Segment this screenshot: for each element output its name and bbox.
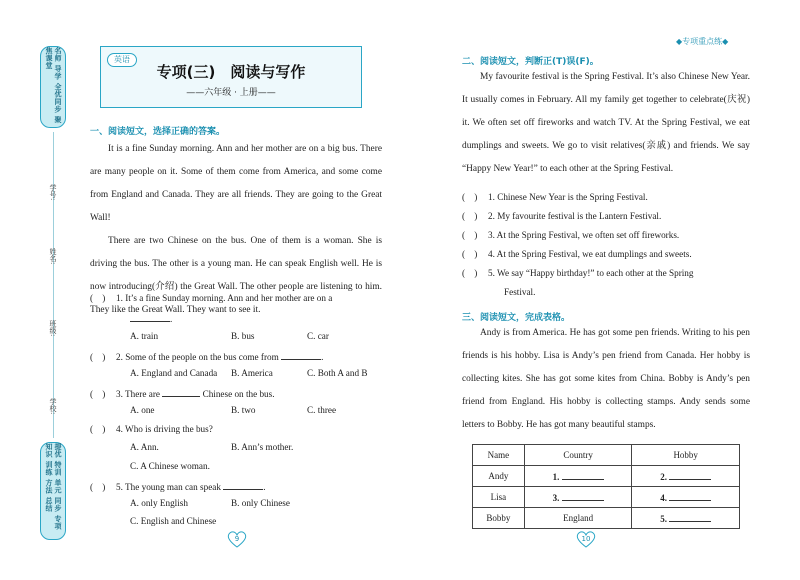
tf-question-5: ( ) 5. We say “Happy birthday!” to each other at the Spring (462, 268, 694, 278)
answer-paren[interactable]: ( ) (462, 249, 478, 259)
option-a[interactable]: A. only English (130, 498, 188, 508)
question-text: 1. It’s a fine Sunday morning. Ann and her mother are on a (116, 293, 333, 303)
hobby-table (472, 444, 740, 529)
answer-paren[interactable]: ( ) (90, 482, 106, 492)
answer-paren[interactable]: ( ) (462, 192, 478, 202)
question-5: ( ) 5. The young man can speak . (90, 482, 266, 492)
field-class: 班级: (49, 320, 57, 337)
field-student-id: 学号: (49, 184, 57, 201)
cell-name: Bobby (473, 508, 525, 529)
passage-3 (462, 322, 750, 437)
tf-question-3: ( ) 3. At the Spring Festival, we often set off fireworks. (462, 230, 680, 240)
option-c[interactable]: C. English and Chinese (130, 516, 217, 526)
answer-blank[interactable] (223, 480, 263, 490)
question-text: 3. There are (116, 389, 160, 399)
strip-top-banner (40, 46, 66, 128)
page-number-left: 9 (226, 529, 248, 549)
cell-country[interactable]: 1. (524, 466, 632, 487)
table-header-row (473, 445, 740, 466)
answer-paren[interactable]: ( ) (90, 424, 106, 434)
cell-name: Andy (473, 466, 525, 487)
cell-country: England (524, 508, 632, 529)
option-c[interactable]: C. A Chinese woman. (130, 461, 210, 471)
section-2-heading: 二、阅读短文，判断正(T)误(F)。 (462, 57, 599, 67)
page-subtitle: ——六年级 · 上册—— (186, 88, 276, 98)
answer-paren[interactable]: ( ) (90, 389, 106, 399)
title-box (100, 46, 362, 108)
section-3-heading: 三、阅读短文，完成表格。 (462, 313, 571, 323)
option-a[interactable]: A. one (130, 405, 155, 415)
option-a[interactable]: A. Ann. (130, 442, 159, 452)
table-row (473, 466, 740, 487)
tf-question-1: ( ) 1. Chinese New Year is the Spring Festival. (462, 192, 648, 202)
page-title: 专项(三) 阅读与写作 (156, 63, 306, 81)
passage-1-paragraph: There are two Chinese on the bus. One of them is a woman. She is driving the bus. The other is a young man. He can speak English well. He is now introducing(介绍) the Great Wall. The other people are listening to him. They like the Great Wall. They want to see it. (90, 236, 382, 315)
section-1-heading: 一、阅读短文，选择正确的答案。 (90, 127, 226, 137)
cell-hobby[interactable]: 2. (632, 466, 740, 487)
strip-divider (53, 132, 54, 438)
answer-paren[interactable]: ( ) (90, 352, 106, 362)
question-text: 2. Some of the people on the bus come from (116, 352, 279, 362)
answer-paren[interactable]: ( ) (462, 268, 478, 278)
answer-blank[interactable] (281, 350, 321, 360)
option-b[interactable]: B. bus (231, 331, 255, 341)
table-header: Hobby (632, 445, 740, 466)
option-b[interactable]: B. America (231, 368, 273, 378)
table-header: Name (473, 445, 525, 466)
answer-paren[interactable]: ( ) (462, 230, 478, 240)
option-a[interactable]: A. train (130, 331, 159, 341)
question-4 (90, 424, 213, 434)
strip-bottom-banner (40, 442, 66, 540)
field-name: 姓名: (49, 248, 57, 265)
tf-question-5-line2: Festival. (504, 287, 536, 297)
question-1-line2: . (130, 312, 172, 324)
answer-blank[interactable] (130, 312, 170, 322)
strip-bottom-text: 提优 特训 单元 同步 专项 知识 训练 方法 总结 (45, 443, 62, 530)
cell-country[interactable]: 3. (524, 487, 632, 508)
subject-badge: 英语 (107, 53, 137, 67)
option-c[interactable]: C. Both A and B (307, 368, 368, 378)
answer-paren[interactable]: ( ) (90, 293, 106, 303)
table-row (473, 508, 740, 529)
table-header: Country (524, 445, 632, 466)
option-b[interactable]: B. only Chinese (231, 498, 290, 508)
passage-3-paragraph: Andy is from America. He has got some pen friends. Writing to his pen friends is his hobby. Lisa is Andy’s pen friend from Canada. Her hobby is collecting kites. She has got some kites from China. Bobby is Andy’s pen friend from England. His hobby is collecting stamps. Andy sends some letters to Bobby. He has got many beautiful stamps. (462, 328, 750, 430)
question-2: ( ) 2. Some of the people on the bus come from . (90, 352, 324, 362)
strip-top-text: 名师 导学 全优同步 聚焦课堂 (45, 47, 62, 124)
cell-hobby[interactable]: 4. (632, 487, 740, 508)
question-text: 5. The young man can speak (116, 482, 221, 492)
tf-question-2: ( ) 2. My favourite festival is the Lantern Festival. (462, 211, 662, 221)
option-b[interactable]: B. Ann’s mother. (231, 442, 294, 452)
cell-name: Lisa (473, 487, 525, 508)
option-b[interactable]: B. two (231, 405, 256, 415)
table-row (473, 487, 740, 508)
option-c[interactable]: C. car (307, 331, 329, 341)
question-1 (90, 293, 332, 303)
option-c[interactable]: C. three (307, 405, 337, 415)
page-number-right: 10 (575, 529, 597, 549)
tf-question-4: ( ) 4. At the Spring Festival, we eat dumplings and sweets. (462, 249, 692, 259)
section-tag: ◆专项重点练◆ (676, 37, 729, 46)
passage-1-paragraph: It is a fine Sunday morning. Ann and her mother are on a big bus. There are many people on it. Some of them come from America, and some come from England and Canada. They are all friends. They are going to the Great Wall! (90, 144, 382, 223)
question-3: ( ) 3. There are Chinese on the bus. (90, 389, 275, 399)
option-a[interactable]: A. England and Canada (130, 368, 218, 378)
passage-2 (462, 66, 750, 181)
answer-paren[interactable]: ( ) (462, 211, 478, 221)
field-school: 学校: (49, 398, 57, 415)
question-text: 4. Who is driving the bus? (116, 424, 213, 434)
answer-blank[interactable] (162, 387, 200, 397)
passage-2-paragraph: My favourite festival is the Spring Festival. It’s also Chinese New Year. It usually comes in February. All my family get together to celebrate(庆祝) it. We often set off fireworks and watch TV. At the Spring Festival, we eat dumplings and sweets. We go to visit relatives(亲戚) and friends. We say “Happy New Year!” to each other at the Spring Festival. (462, 72, 750, 174)
cell-hobby[interactable]: 5. (632, 508, 740, 529)
